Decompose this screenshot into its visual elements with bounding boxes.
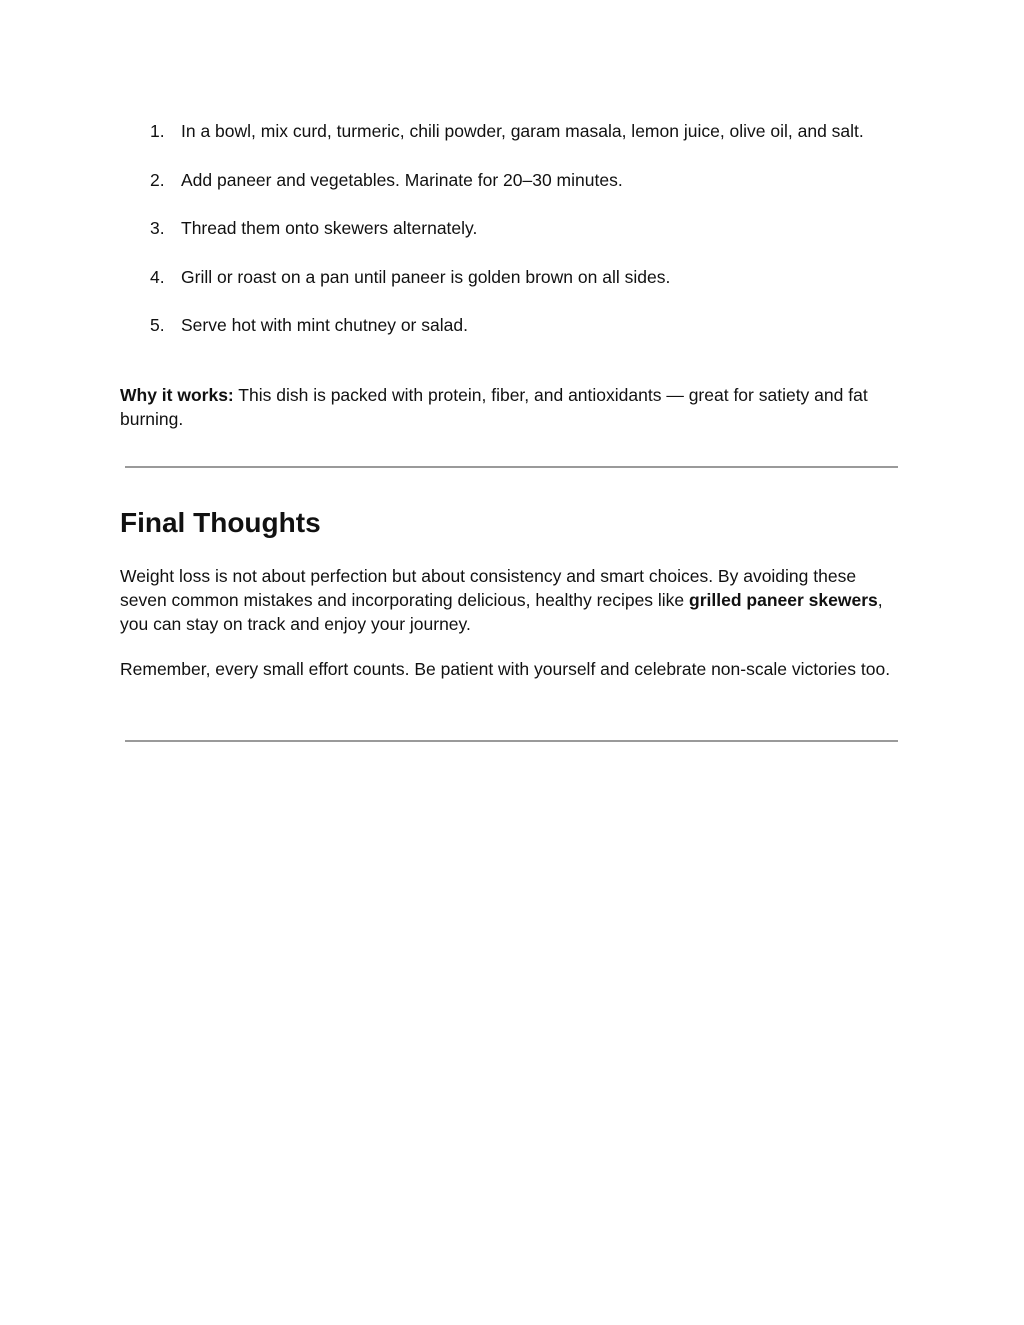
step-number: 2. — [150, 169, 165, 190]
recipe-step — [120, 264, 910, 313]
step-text: Grill or roast on a pan until paneer is golden brown on all sides. — [181, 266, 671, 287]
step-text: Serve hot with mint chutney or salad. — [181, 315, 468, 336]
recipe-step — [120, 215, 910, 264]
step-number: 3. — [150, 218, 165, 239]
why-it-works-paragraph — [120, 383, 900, 431]
step-text: Thread them onto skewers alternately. — [181, 218, 478, 239]
recipe-step — [120, 118, 910, 167]
why-it-works-label: Why it works: — [120, 385, 234, 405]
horizontal-divider — [125, 740, 898, 742]
step-number: 1. — [150, 121, 165, 141]
step-text: In a bowl, mix curd, turmeric, chili powder, garam masala, lemon juice, olive oil, and salt. — [181, 121, 864, 141]
recipe-steps-list — [120, 118, 910, 361]
paragraph-text: Weight loss is not about perfection but about consistency and smart choices. By avoiding these seven common mistakes and incorporating delicious, healthy recipes like — [120, 566, 857, 610]
step-number: 5. — [150, 315, 165, 336]
paragraph-text: , you can stay on track and enjoy your journey. — [120, 590, 883, 634]
bold-recipe-name: grilled paneer skewers — [689, 590, 878, 610]
recipe-step — [120, 312, 910, 361]
final-thoughts-paragraph-2: Remember, every small effort counts. Be patient with yourself and celebrate non-scale victories too. — [120, 659, 891, 679]
step-text: Add paneer and vegetables. Marinate for 20–30 minutes. — [181, 169, 623, 190]
horizontal-divider — [125, 466, 898, 468]
recipe-step — [120, 167, 910, 216]
final-thoughts-paragraph-1 — [120, 564, 900, 636]
final-thoughts-heading: Final Thoughts — [120, 507, 321, 538]
step-number: 4. — [150, 266, 165, 287]
why-it-works-text: This dish is packed with protein, fiber, and antioxidants — great for satiety and fat burning. — [120, 385, 868, 429]
